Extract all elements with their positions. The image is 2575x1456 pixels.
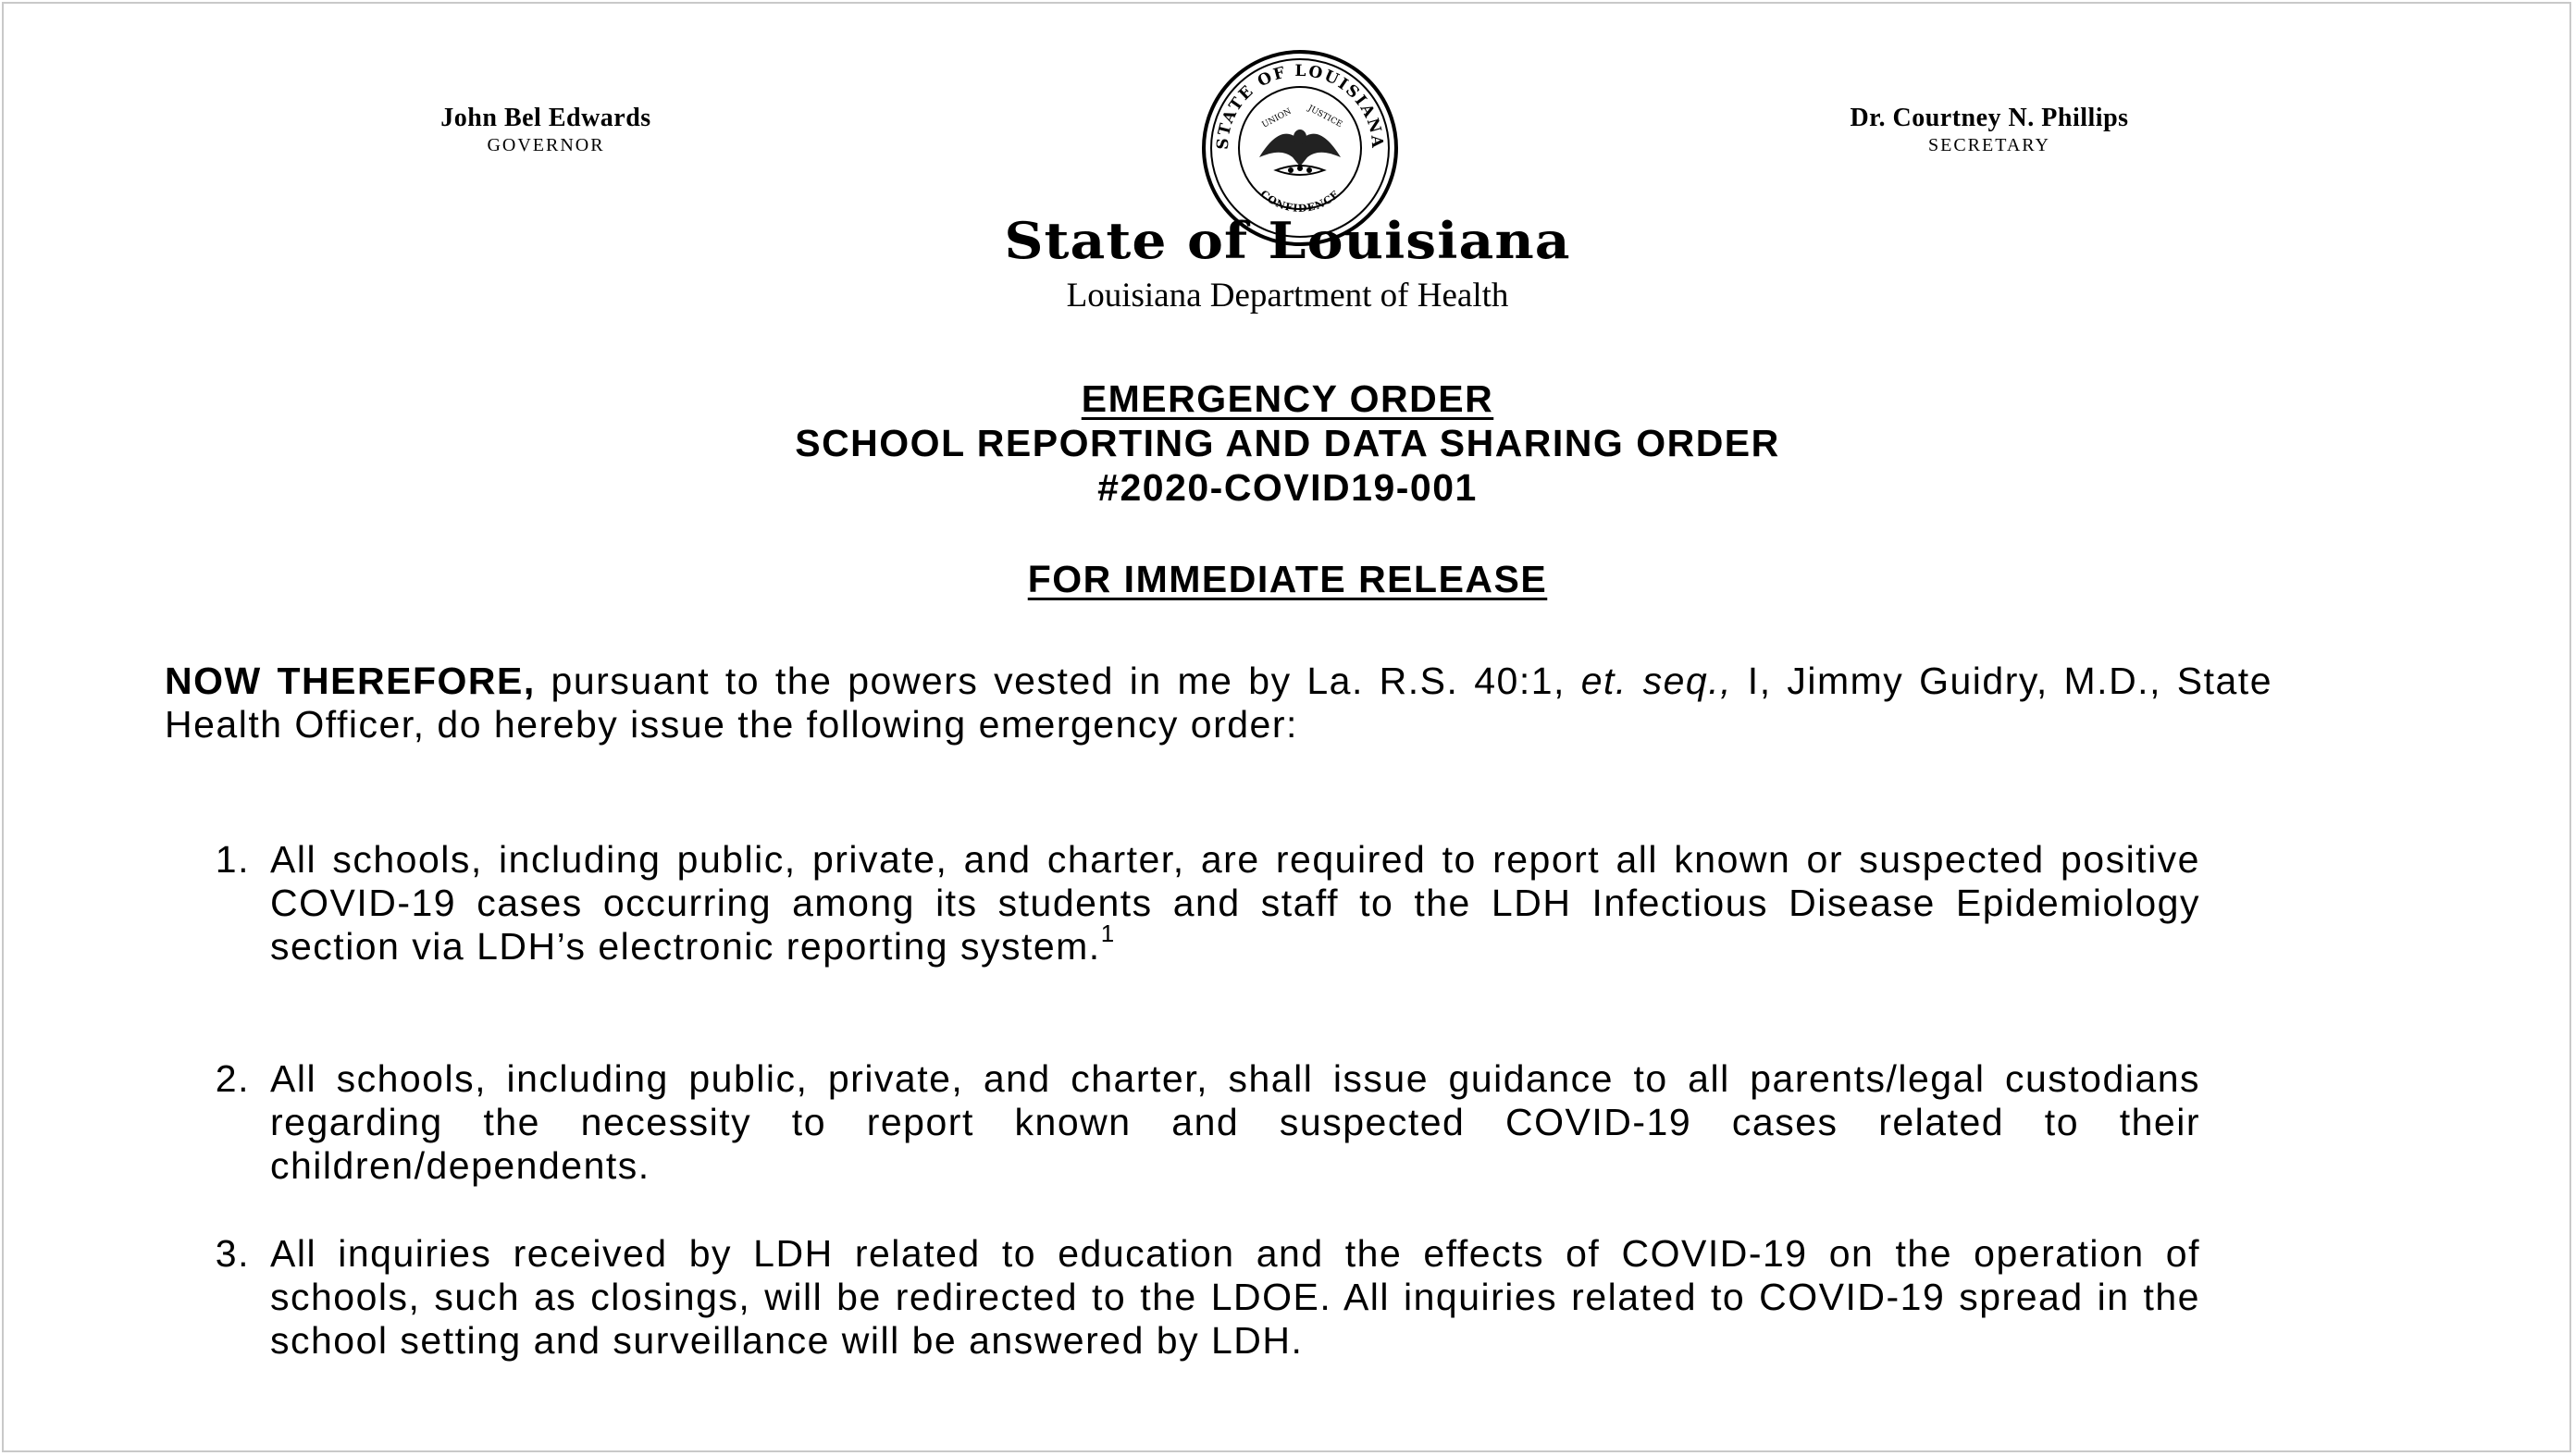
seal-motto-confidence: CONFIDENCE: [1257, 187, 1343, 216]
secretary-title: SECRETARY: [1928, 135, 2050, 155]
governor-block: [407, 104, 685, 156]
order-heading: EMERGENCY ORDER: [1081, 377, 1494, 420]
order-number: #2020-COVID19-001: [1097, 466, 1478, 509]
department-name: Louisiana Department of Health: [1066, 277, 1509, 315]
intro-text-2: I, Jimmy Guidry, M.D., State Health Officer, do hereby issue the following emergency order:: [165, 660, 2272, 746]
list-item-number: 3.: [215, 1232, 250, 1275]
governor-title: GOVERNOR: [487, 135, 605, 155]
intro-paragraph: [165, 660, 2272, 747]
release-notice: FOR IMMEDIATE RELEASE: [1027, 558, 1548, 600]
seal-top-text: STATE OF LOUISIANA: [1213, 61, 1387, 151]
secretary-name: Dr. Courtney N. Phillips: [1850, 104, 2129, 132]
intro-italic: et. seq.,: [1580, 660, 1732, 702]
state-title: State of Louisiana: [1004, 211, 1571, 270]
order-subheading: SCHOOL REPORTING AND DATA SHARING ORDER: [795, 422, 1780, 464]
list-item-text: All schools, including public, private, and charter, shall issue guidance to all parents/legal custodians regarding the necessity to report known and suspected COVID-19 cases related to their children/dependents.: [270, 1057, 2200, 1187]
list-item-number: 1.: [215, 838, 250, 881]
intro-text-1: pursuant to the powers vested in me by La. R.S. 40:1,: [535, 660, 1581, 702]
list-item-number: 2.: [215, 1057, 250, 1100]
seal-motto-union: UNION: [1260, 106, 1294, 130]
list-item-text: All schools, including public, private, and charter, are required to report all known or suspected positive COVID-19 cases occurring among its students and staff to the LDH Infectious Disease Epidemiology section via LDH’s electronic reporting system.$^1$: [270, 838, 2200, 968]
secretary-block: [1795, 104, 2184, 156]
footnote-marker: 1: [1100, 919, 1116, 948]
governor-name: John Bel Edwards: [440, 104, 651, 132]
list-item-text: All inquiries received by LDH related to education and the effects of COVID-19 on the operation of schools, such as closings, will be redirected to the LDOE. All inquiries related to COVID-19 spread in the school setting and surveillance will be answered by LDH.: [270, 1232, 2200, 1362]
intro-lead: NOW THEREFORE,: [165, 660, 536, 702]
seal-motto-justice: JUSTICE: [1306, 104, 1344, 130]
